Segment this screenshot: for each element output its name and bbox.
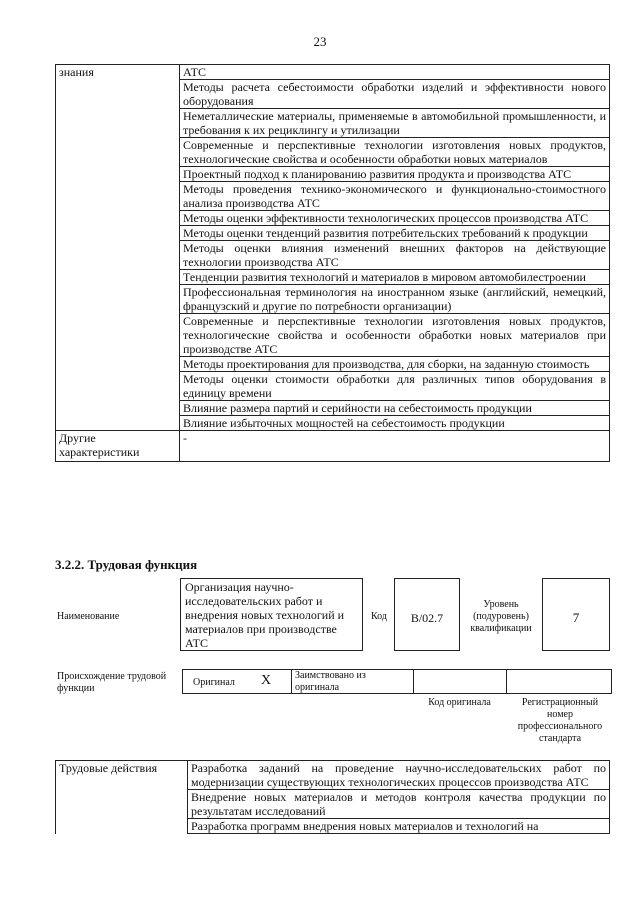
knowledge-row [56,357,610,372]
knowledge-label-cell [56,285,180,314]
knowledge-row [56,226,610,241]
action-row [56,819,610,834]
code-value: B/02.7 [410,611,444,625]
knowledge-label-cell [56,416,180,431]
knowledge-label-cell [56,372,180,401]
knowledge-row [56,109,610,138]
action-item: Разработка программ внедрения новых материалов и технологий на [188,819,610,834]
knowledge-item: Методы оценки стоимости обработки для различных типов оборудования в единицу времени [180,372,610,401]
name-label: Наименование [57,611,120,622]
knowledge-label-cell [56,314,180,357]
knowledge-label-cell [56,167,180,182]
code-label: Код [371,611,387,622]
other-characteristics-row [56,431,610,462]
function-name-value: Организация научно-исследовательских работ и внедрения новых технологий и материалов при производстве АТС [185,580,345,650]
knowledge-item: Методы проведения технико-экономического и функционально-стоимостного анализа производства АТС [180,182,610,211]
knowledge-item: Методы оценки эффективности технологических процессов производства АТС [180,211,610,226]
knowledge-row [56,182,610,211]
knowledge-label-cell [56,241,180,270]
knowledge-label-cell [56,401,180,416]
knowledge-item: Методы проектирования для производства, для сборки, на заданную стоимость [180,357,610,372]
actions-table [55,760,610,834]
knowledge-item: Методы расчета себестоимости обработки изделий и эффективности нового оборудования [180,80,610,109]
knowledge-label-cell [56,270,180,285]
page-number: 23 [313,34,327,49]
knowledge-row [56,211,610,226]
knowledge-item: Современные и перспективные технологии изготовления новых продуктов, технологические свойства и особенности обработки новых материалов при производстве АТС [180,314,610,357]
knowledge-row [56,285,610,314]
knowledge-item: Тенденции развития технологий и материалов в мировом автомобилестроении [180,270,610,285]
action-item: Разработка заданий на проведение научно-исследовательских работ по модернизации существующих технологических процессов производства АТС [188,761,610,790]
original-mark: X [261,673,272,688]
actions-label: Трудовые действия [56,761,188,790]
other-characteristics-value: - [180,431,610,462]
knowledge-row [56,138,610,167]
knowledge-label-cell [56,226,180,241]
knowledge-item: Методы оценки влияния изменений внешних факторов на действующие технологии производства АТС [180,241,610,270]
knowledge-row [56,241,610,270]
code-box [394,578,460,651]
reg-number-label: Регистрационный номер профессионального стандарта [517,697,603,744]
knowledge-item: Современные и перспективные технологии изготовления новых продуктов, технологические свойства и особенности обработки новых материалов [180,138,610,167]
knowledge-label-cell [56,211,180,226]
borrowed-label: Заимствовано из оригинала [295,670,366,693]
origin-row [182,669,612,694]
knowledge-row [56,416,610,431]
knowledge-label-cell [56,357,180,372]
knowledge-row [56,372,610,401]
knowledge-item: Методы оценки тенденций развития потребительских требований к продукции [180,226,610,241]
knowledge-row [56,167,610,182]
knowledge-item: Неметаллические материалы, применяемые в автомобильной промышленности, и требования к их рециклингу и утилизации [180,109,610,138]
knowledge-row [56,65,610,80]
code-original-label: Код оригинала [428,697,491,708]
original-label: Оригинал [193,677,235,688]
knowledge-row [56,270,610,285]
knowledge-label: знания [56,65,180,80]
level-label: Уровень (подуровень) квалификации [470,599,532,634]
knowledge-table [55,64,610,462]
level-value: 7 [572,610,580,625]
knowledge-label-cell [56,109,180,138]
knowledge-label-cell [56,138,180,167]
knowledge-item: Проектный подход к планированию развития продукта и производства АТС [180,167,610,182]
knowledge-label-cell [56,182,180,211]
knowledge-row [56,80,610,109]
knowledge-row [56,401,610,416]
action-row [56,761,610,790]
knowledge-item: Влияние избыточных мощностей на себестоимость продукции [180,416,610,431]
action-item: Внедрение новых материалов и методов контроля качества продукции по результатам исследований [188,790,610,819]
knowledge-item: Влияние размера партий и серийности на себестоимость продукции [180,401,610,416]
knowledge-row [56,314,610,357]
actions-label-cell [56,819,188,834]
actions-label-cell [56,790,188,819]
function-name-box [180,578,363,651]
knowledge-item: АТС [180,65,610,80]
section-title: 3.2.2. Трудовая функция [55,557,198,572]
knowledge-item: Профессиональная терминология на иностранном языке (английский, немецкий, французский и другие по потребности организации) [180,285,610,314]
action-row [56,790,610,819]
origin-label: Происхождение трудовой функции [57,671,167,694]
level-box [542,578,610,651]
knowledge-label-cell [56,80,180,109]
other-characteristics-label: Другие характеристики [56,431,180,462]
